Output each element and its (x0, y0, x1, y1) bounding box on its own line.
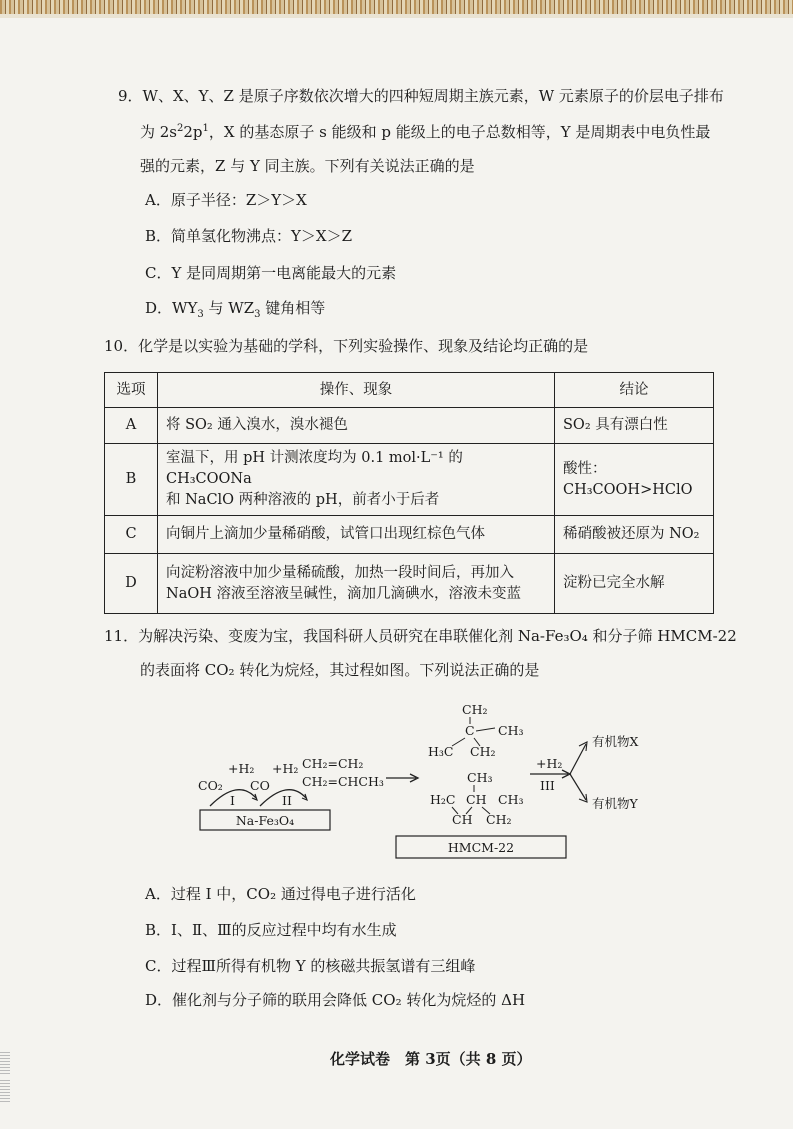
q9-option-c: C．Y 是同周期第一电离能最大的元素 (145, 264, 397, 282)
scan-top-edge (0, 0, 793, 14)
row-conclusion: 稀硝酸被还原为 NO₂ (555, 516, 714, 554)
header-conclusion: 结论 (555, 373, 714, 408)
m2-h2c: H₂C (430, 792, 456, 807)
row-option: D (105, 554, 158, 614)
scan-edge-mark (0, 1080, 10, 1102)
page-footer: 化学试卷 第 3页（共 8 页） (330, 1050, 532, 1068)
branch-to-x (570, 744, 586, 774)
row-option: B (105, 444, 158, 516)
olefin-ethylene: CH₂=CH₂ (302, 756, 364, 771)
table-row (105, 408, 714, 444)
row-conclusion: 淀粉已完全水解 (555, 554, 714, 614)
q9-option-d: D．$WY_3$ 与 $WZ_3$ 键角相等 (145, 299, 326, 320)
row-operation: 向铜片上滴加少量稀硝酸，试管口出现红棕色气体 (158, 516, 555, 554)
h2-label-3: +H₂ (536, 756, 563, 771)
branch-to-y (570, 774, 586, 800)
row-operation: 将 SO₂ 通入溴水，溴水褪色 (158, 408, 555, 444)
catalyst-label-2: HMCM-22 (447, 840, 515, 855)
step-3-label: III (540, 778, 555, 793)
table-row (105, 516, 714, 554)
q11-stem-line1: 11．为解决污染、变废为宝，我国科研人员研究在串联催化剂 Na-Fe₃O₄ 和分子筛 HMCM-22 (104, 627, 737, 645)
q11-option-d: D．催化剂与分子筛的联用会降低 CO₂ 转化为烷烃的 ΔH (145, 991, 526, 1009)
table-header-row (105, 373, 714, 408)
row-operation: 室温下，用 pH 计测浓度均为 0.1 mol·L⁻¹ 的 CH₃COONa 和 NaClO 两种溶液的 pH，前者小于后者 (158, 444, 555, 516)
q9-stem-line2: 为 $2s^22p^1$，X 的基态原子 s 能级和 p 能级上的电子总数相等，Y 是周期表中电负性最 (140, 123, 711, 141)
row-conclusion: SO₂ 具有漂白性 (555, 408, 714, 444)
table-row (105, 444, 714, 516)
m2-ch: CH (466, 792, 487, 807)
product-x: 有机物X (592, 734, 639, 749)
row-operation: 向淀粉溶液中加少量稀硫酸，加热一段时间后，再加入 NaOH 溶液至溶液呈碱性，滴加几滴碘水，溶液未变蓝 (158, 554, 555, 614)
m1-h3c: H₃C (428, 744, 454, 759)
header-option: 选项 (105, 373, 158, 408)
m2-ch3-top: CH₃ (467, 770, 493, 785)
m1-ch2-bottom: CH₂ (470, 744, 496, 759)
q10-experiment-table (104, 372, 714, 614)
m2-ch-bottom: CH (452, 812, 473, 827)
q11-stem-line2: 的表面将 CO₂ 转化为烷烃，其过程如图。下列说法正确的是 (140, 661, 540, 679)
q10-stem: 10．化学是以实验为基础的学科，下列实验操作、现象及结论均正确的是 (104, 337, 589, 355)
row-option: A (105, 408, 158, 444)
m1-c: C (465, 723, 475, 738)
reaction-process-diagram (190, 698, 670, 864)
co2-label: CO₂ (198, 778, 223, 793)
q11-option-c: C．过程Ⅲ所得有机物 Y 的核磁共振氢谱有三组峰 (145, 957, 476, 975)
row-option: C (105, 516, 158, 554)
m1-ch3-right: CH₃ (498, 723, 524, 738)
step-1-label: I (230, 793, 235, 808)
m2-ch3-right: CH₃ (498, 792, 524, 807)
header-operation: 操作、现象 (158, 373, 555, 408)
q9-option-b: B．简单氢化物沸点：Y＞X＞Z (145, 227, 353, 245)
q9-option-a: A．原子半径：Z＞Y＞X (145, 191, 307, 209)
q9-stem-line1: 9．W、X、Y、Z 是原子序数依次增大的四种短周期主族元素，W 元素原子的价层电子排布 (118, 87, 724, 105)
h2-label-2: +H₂ (272, 761, 299, 776)
scan-top-shadow (0, 14, 793, 18)
scan-edge-mark (0, 1052, 10, 1074)
table-row (105, 554, 714, 614)
step-2-label: II (282, 793, 292, 808)
q11-option-b: B．Ⅰ、Ⅱ、Ⅲ的反应过程中均有水生成 (145, 921, 397, 939)
catalyst-label-1: Na-Fe₃O₄ (235, 813, 295, 828)
co-label: CO (250, 778, 270, 793)
product-y: 有机物Y (592, 796, 638, 811)
q11-option-a: A．过程 I 中，CO₂ 通过得电子进行活化 (145, 885, 416, 903)
m2-ch2-bottom: CH₂ (486, 812, 512, 827)
row-conclusion: 酸性：CH₃COOH>HClO (555, 444, 714, 516)
q9-stem-line3: 强的元素，Z 与 Y 同主族。下列有关说法正确的是 (140, 157, 475, 175)
m1-ch2-top: CH₂ (462, 702, 488, 717)
olefin-propylene: CH₂=CHCH₃ (302, 774, 384, 789)
h2-label-1: +H₂ (228, 761, 255, 776)
